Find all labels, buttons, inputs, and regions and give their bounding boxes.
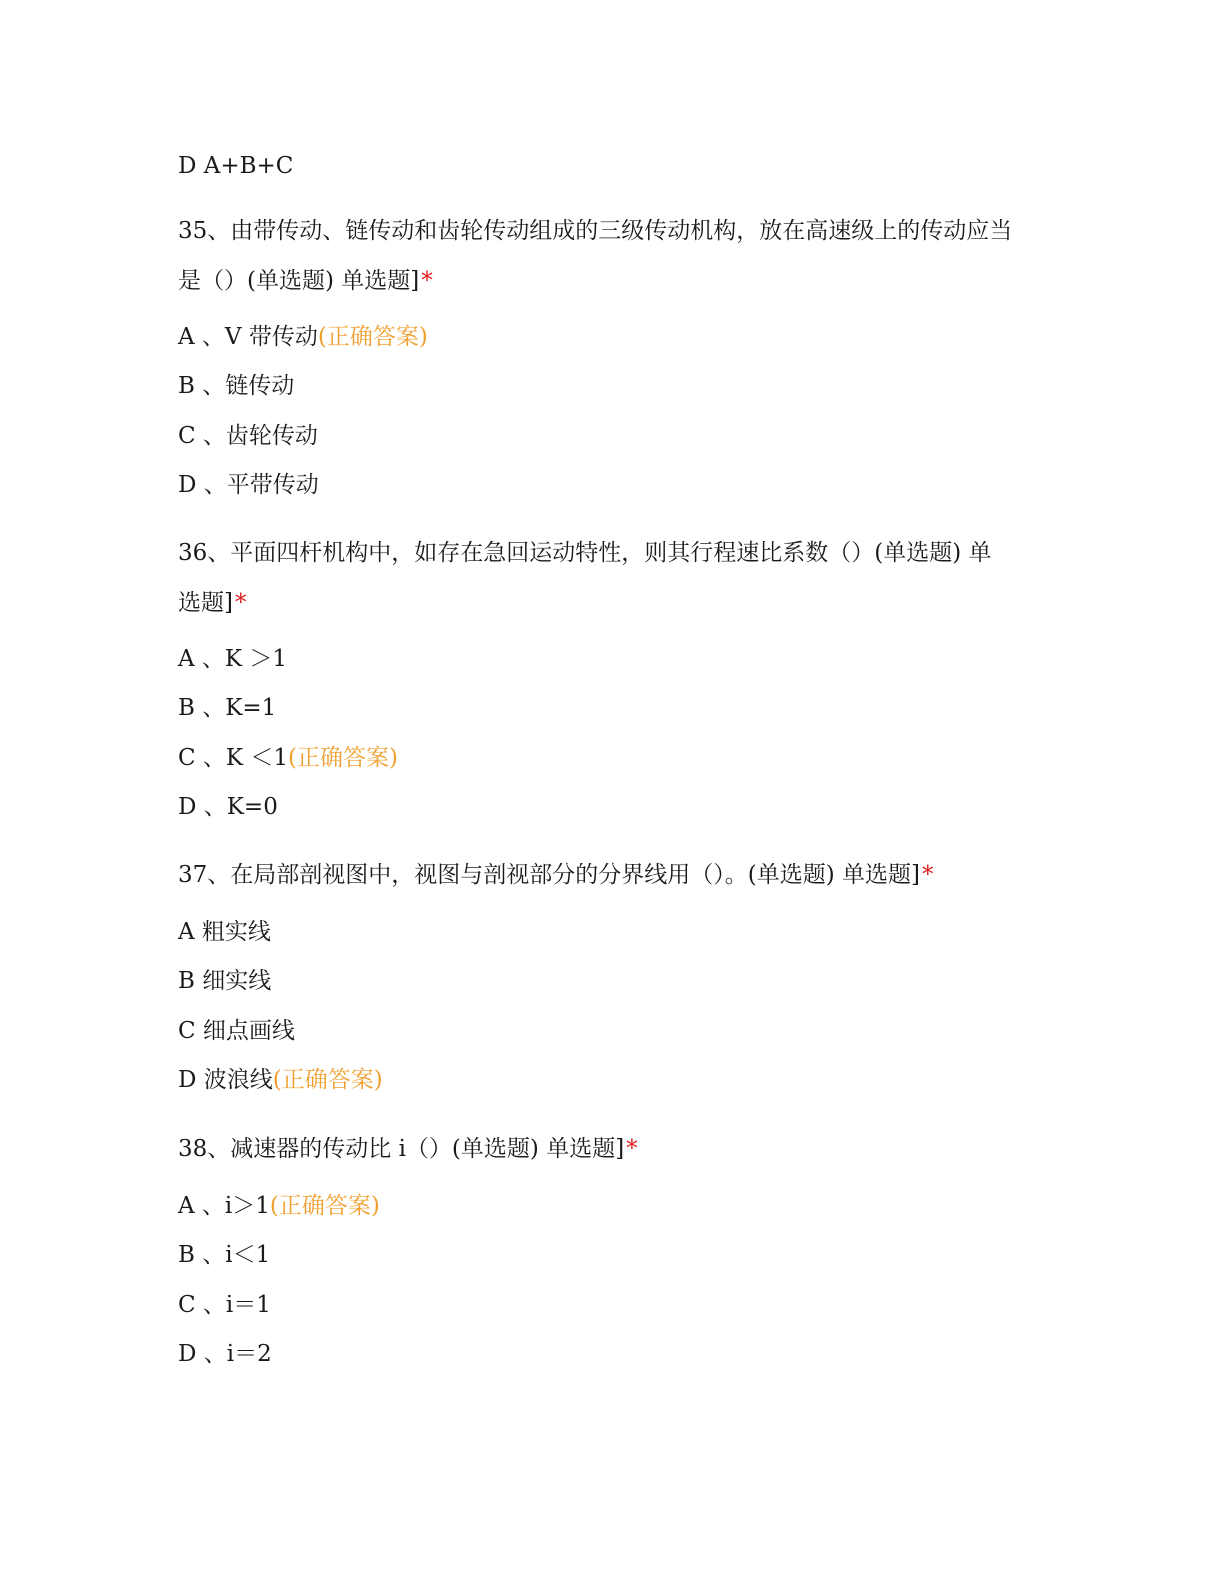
question-37-title — [178, 860, 934, 890]
option-text: C 细点画线 — [178, 1018, 295, 1044]
question-36-title — [178, 538, 992, 568]
correct-answer-label: (正确答案) — [288, 745, 398, 771]
option-text: D 波浪线 — [178, 1067, 273, 1093]
question-38-option-d[interactable] — [178, 1339, 272, 1369]
question-text: 35、由带传动、链传动和齿轮传动组成的三级传动机构，放在高速级上的传动应当 — [178, 218, 1013, 244]
required-asterisk: * — [626, 1136, 638, 1162]
question-35-title-cont — [178, 266, 433, 296]
option-text: A 、i＞1 — [178, 1193, 270, 1219]
required-asterisk: * — [922, 862, 934, 888]
option-text: B 细实线 — [178, 968, 272, 994]
option-text: C 、K ＜1 — [178, 745, 289, 771]
correct-answer-label: (正确答案) — [269, 1193, 380, 1219]
question-text: 36、平面四杆机构中，如存在急回运动特性，则其行程速比系数（）(单选题) 单 — [178, 540, 992, 566]
option-text: A 、K ＞1 — [178, 646, 288, 672]
question-36-option-c[interactable] — [178, 743, 398, 773]
question-35-option-b[interactable] — [178, 371, 294, 401]
question-37-option-d[interactable] — [178, 1065, 383, 1095]
question-37-option-b[interactable] — [178, 966, 271, 996]
question-text: 37、在局部剖视图中，视图与剖视部分的分界线用（）。(单选题) 单选题] — [178, 862, 920, 888]
option-text: A 粗实线 — [178, 919, 271, 945]
option-text: D A+B+C — [178, 153, 294, 179]
question-38-title — [178, 1134, 638, 1164]
correct-answer-label: (正确答案) — [272, 1067, 383, 1093]
question-35-option-c[interactable] — [178, 421, 318, 451]
question-text: 是（）(单选题) 单选题] — [178, 268, 420, 294]
option-text: D 、平带传动 — [178, 472, 319, 498]
question-36-title-cont — [178, 588, 246, 618]
question-37-option-c[interactable] — [178, 1016, 295, 1046]
question-38-option-b[interactable] — [178, 1240, 270, 1270]
option-text: C 、齿轮传动 — [178, 423, 318, 449]
option-d-prev — [178, 151, 293, 181]
option-text: D 、K=0 — [178, 794, 278, 820]
option-text: C 、i＝1 — [178, 1292, 271, 1318]
required-asterisk: * — [234, 590, 247, 616]
question-38-option-c[interactable] — [178, 1290, 271, 1320]
question-36-option-b[interactable] — [178, 693, 276, 723]
question-35-title — [178, 216, 1012, 246]
question-38-option-a[interactable] — [178, 1191, 380, 1221]
option-text: A 、V 带传动 — [178, 324, 318, 350]
question-text: 38、减速器的传动比 i（）(单选题) 单选题] — [178, 1136, 625, 1162]
question-37-option-a[interactable] — [178, 917, 271, 947]
question-35-option-a[interactable] — [178, 322, 428, 352]
option-text: B 、i＜1 — [178, 1242, 271, 1268]
question-36-option-d[interactable] — [178, 792, 278, 822]
question-text: 选题] — [178, 590, 233, 616]
question-35-option-d[interactable] — [178, 470, 319, 500]
option-text: D 、i＝2 — [178, 1341, 272, 1367]
question-36-option-a[interactable] — [178, 644, 287, 674]
correct-answer-label: (正确答案) — [317, 324, 428, 350]
option-text: B 、K=1 — [178, 695, 277, 721]
required-asterisk: * — [421, 268, 433, 294]
option-text: B 、链传动 — [178, 373, 295, 399]
